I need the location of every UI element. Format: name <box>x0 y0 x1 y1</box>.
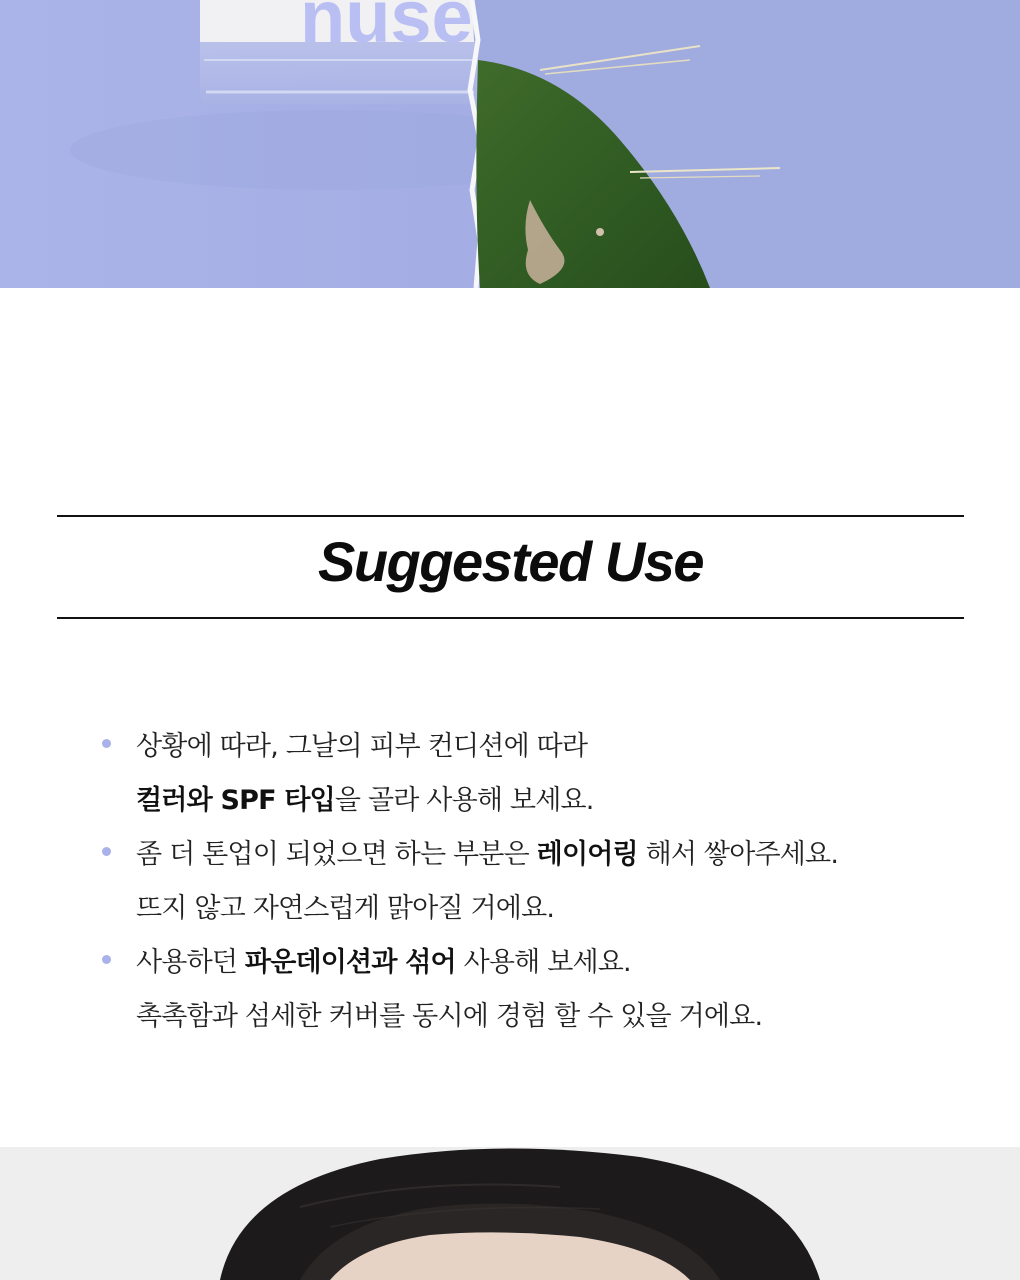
brand-logo-text: nuse <box>300 0 473 58</box>
item-text: 상황에 따라, 그날의 피부 컨디션에 따라 <box>136 731 588 762</box>
section-title: Suggested Use <box>317 530 704 593</box>
title-top-divider <box>57 515 964 517</box>
suggested-use-list <box>100 720 980 1044</box>
item-line <box>136 990 980 1044</box>
item-bold-text: 레이어링 <box>536 839 638 870</box>
item-bold-text: 파운데이션과 섞어 <box>244 947 456 978</box>
suggested-use-item <box>100 720 980 828</box>
item-line <box>136 720 980 774</box>
title-bottom-divider <box>57 617 964 619</box>
bullet-dot <box>102 955 111 964</box>
item-text: 뜨지 않고 자연스럽게 맑아질 거에요. <box>136 893 555 924</box>
bullet-dot <box>102 847 111 856</box>
item-text: 사용해 보세요. <box>455 947 631 978</box>
item-text: 사용하던 <box>136 947 245 978</box>
item-text: 촉촉함과 섬세한 커버를 동시에 경험 할 수 있을 거에요. <box>136 1001 763 1032</box>
item-text: 을 골라 사용해 보세요. <box>334 785 594 816</box>
suggested-use-item <box>100 936 980 1044</box>
item-line <box>136 936 980 990</box>
item-line <box>136 774 980 828</box>
model-photo-illustration <box>0 1147 1020 1280</box>
item-line <box>136 828 980 882</box>
item-bold-text: 컬러와 SPF 타입 <box>136 785 335 816</box>
item-text: 해서 쌓아주세요. <box>637 839 839 870</box>
product-photo <box>0 0 1020 288</box>
model-photo <box>0 1147 1020 1280</box>
bullet-dot <box>102 739 111 748</box>
item-line <box>136 882 980 936</box>
product-photo-illustration <box>0 0 1020 288</box>
item-text: 좀 더 톤업이 되었으면 하는 부분은 <box>136 839 537 870</box>
suggested-use-item <box>100 828 980 936</box>
